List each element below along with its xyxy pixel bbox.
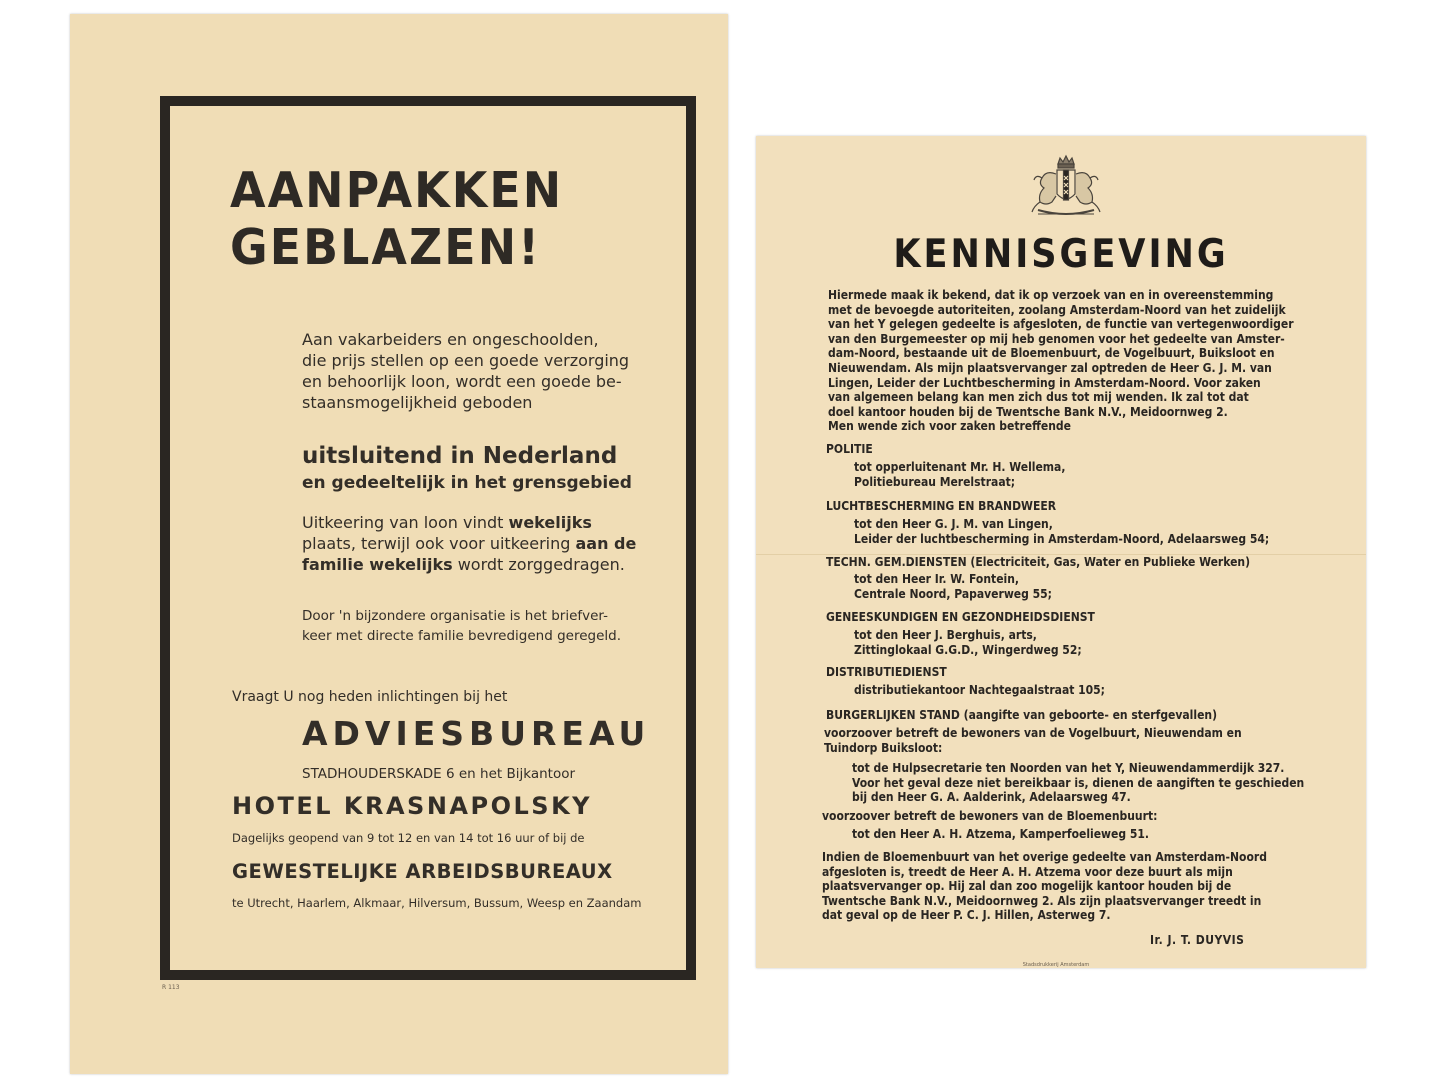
poster-aanpakken — [70, 14, 728, 1074]
section-heading-distributie: DISTRIBUTIEDIENST — [826, 665, 947, 679]
poster-kennisgeving — [756, 136, 1366, 968]
text-line: Men wende zich voor zaken betreffende — [828, 419, 1071, 434]
section-body-politie — [854, 460, 1065, 489]
text-line: tot opperluitenant Mr. H. Wellema, — [854, 460, 1066, 474]
text: Uitkeering van loon vindt — [302, 513, 509, 532]
bold-text: wekelijks — [508, 513, 592, 532]
amsterdam-coat-of-arms-icon — [1024, 154, 1108, 220]
text-line: met de bevoegde autoriteiten, zoolang Amsterdam-Noord van het zuidelijk — [828, 302, 1286, 317]
text-line: dat geval op de Heer P. C. J. Hillen, Asterweg 7. — [822, 908, 1111, 923]
bloemenbuurt-text: voorzoover betreft de bewoners van de Bloemenbuurt: — [822, 809, 1158, 823]
bold-text: aan de — [575, 534, 637, 553]
text-line: tot de Hulpsecretarie ten Noorden van het Y, Nieuwendammerdijk 327. — [852, 761, 1285, 775]
cities-line: te Utrecht, Haarlem, Alkmaar, Hilversum, Bussum, Weesp en Zaandam — [232, 896, 642, 910]
text-line: van het Y gelegen gedeelte is afgesloten, de functie van vertegenwoordiger — [828, 317, 1294, 332]
text-line: van den Burgemeester op mij heb genomen voor het gedeelte van Amster- — [828, 331, 1285, 346]
section-heading-politie: POLITIE — [826, 442, 873, 456]
ask-line: Vraagt U nog heden inlichtingen bij het — [232, 689, 508, 705]
text-line: afgesloten is, treedt de Heer A. H. Atzema voor deze buurt als mijn — [822, 864, 1233, 879]
text-line: doel kantoor houden bij de Twentsche Bank N.V., Meidoornweg 2. — [828, 404, 1228, 419]
text: wordt zorggedragen. — [452, 555, 625, 574]
text-line: staansmogelijkheid geboden — [302, 393, 533, 412]
text-line: plaatsvervanger op. Hij zal dan zoo mogelijk kantoor houden bij de — [822, 879, 1232, 894]
text-line: Leider der luchtbescherming in Amsterdam-Noord, Adelaarsweg 54; — [854, 531, 1270, 546]
opening-hours: Dagelijks geopend van 9 tot 12 en van 14 tot 16 uur of bij de — [232, 831, 585, 845]
text-line: Voor het geval deze niet bereikbaar is, dienen de aangiften te geschieden — [852, 775, 1305, 790]
section-body-geneeskundigen — [854, 628, 1082, 657]
text-line — [302, 533, 642, 554]
text-line: bij den Heer G. A. Aalderink, Adelaarsweg 47. — [852, 790, 1131, 805]
poster-title: KENNISGEVING — [893, 232, 1229, 277]
vogelbuurt-text — [824, 726, 1242, 755]
exclusive-heading: uitsluitend in Nederland — [302, 443, 618, 469]
text-line — [302, 512, 642, 533]
heading-text: TECHN. GEM.DIENSTEN — [826, 555, 967, 569]
organisation-paragraph — [302, 606, 642, 646]
text-line: Tuindorp Buiksloot: — [824, 740, 943, 755]
bureau-heading: ADVIESBUREAU — [302, 714, 651, 753]
printer-credit: Stadsdrukkerij Amsterdam — [1022, 962, 1090, 968]
text: plaats, terwijl ook voor uitkeering — [302, 534, 576, 553]
bold-text: familie wekelijks — [302, 555, 453, 574]
text-line: tot den Heer G. J. M. van Lingen, — [854, 517, 1053, 531]
text-line: voorzoover betreft de bewoners van de Vogelbuurt, Nieuwendam en — [824, 726, 1242, 740]
hulpsecretarie-text — [852, 761, 1304, 805]
text-line: Politiebureau Merelstraat; — [854, 474, 1016, 489]
section-heading-burgerlijke-stand — [826, 708, 1217, 723]
text-line: keer met directe familie bevredigend geregeld. — [302, 628, 622, 644]
section-heading-luchtbescherming: LUCHTBESCHERMING EN BRANDWEER — [826, 499, 1057, 513]
text-line: Nieuwendam. Als mijn plaatsvervanger zal optreden de Heer G. J. M. van — [828, 360, 1272, 375]
text-line: tot den Heer J. Berghuis, arts, — [854, 628, 1037, 642]
section-heading-techn — [826, 555, 1250, 570]
hotel-heading: HOTEL KRASNAPOLSKY — [232, 792, 593, 820]
text-line: Aan vakarbeiders en ongeschoolden, — [302, 330, 599, 349]
title-line: AANPAKKEN — [230, 162, 564, 219]
atzema-text: tot den Heer A. H. Atzema, Kamperfoelieweg 51. — [852, 827, 1149, 841]
text-line: die prijs stellen op een goede verzorging — [302, 351, 630, 370]
text-line: Lingen, Leider der Luchtbescherming in Amsterdam-Noord. Voor zaken — [828, 375, 1261, 390]
partial-subheading: en gedeeltelijk in het grensgebied — [302, 473, 632, 493]
signature: Ir. J. T. DUYVIS — [1150, 933, 1245, 947]
heading-note: (aangifte van geboorte- en sterfgevallen) — [959, 708, 1218, 722]
intro-paragraph — [302, 329, 632, 413]
text-line: Zittinglokaal G.G.D., Wingerdweg 52; — [854, 642, 1082, 657]
pay-paragraph — [302, 512, 642, 575]
section-body-techn — [854, 572, 1052, 601]
text-line — [302, 554, 642, 575]
text-line: tot den Heer Ir. W. Fontein, — [854, 572, 1020, 586]
text-line: Indien de Bloemenbuurt van het overige gedeelte van Amsterdam-Noord — [822, 850, 1267, 864]
text-line: en behoorlijk loon, wordt een goede be- — [302, 372, 622, 391]
text-line: dam-Noord, bestaande uit de Bloemenbuurt, de Vogelbuurt, Buiksloot en — [828, 346, 1275, 361]
closing-paragraph — [822, 850, 1267, 923]
title-line: GEBLAZEN! — [230, 219, 542, 276]
text-line: Door 'n bijzondere organisatie is het briefver- — [302, 608, 608, 624]
bureau-address: STADHOUDERSKADE 6 en het Bijkantoor — [302, 766, 576, 782]
text-line: Twentsche Bank N.V., Meidoornweg 2. Als zijn plaatsvervanger treedt in — [822, 893, 1262, 908]
arbeidsbureaux-heading: GEWESTELIJKE ARBEIDSBUREAUX — [232, 860, 613, 883]
section-body-luchtbescherming — [854, 517, 1269, 546]
section-body-distributie: distributiekantoor Nachtegaalstraat 105; — [854, 683, 1106, 697]
poster-title — [230, 162, 667, 276]
print-code: R 113 — [162, 984, 180, 991]
intro-paragraph — [828, 288, 1294, 434]
text-line: Hiermede maak ik bekend, dat ik op verzoek van en in overeenstemming — [828, 288, 1274, 302]
heading-text: BURGERLIJKEN STAND — [826, 708, 960, 722]
section-heading-geneeskundigen: GENEESKUNDIGEN EN GEZONDHEIDSDIENST — [826, 610, 1095, 624]
text-line: Centrale Noord, Papaverweg 55; — [854, 586, 1052, 601]
heading-note: (Electriciteit, Gas, Water en Publieke Werken) — [966, 555, 1251, 569]
text-line: van algemeen belang kan men zich dus tot mij wenden. Ik zal tot dat — [828, 390, 1249, 405]
